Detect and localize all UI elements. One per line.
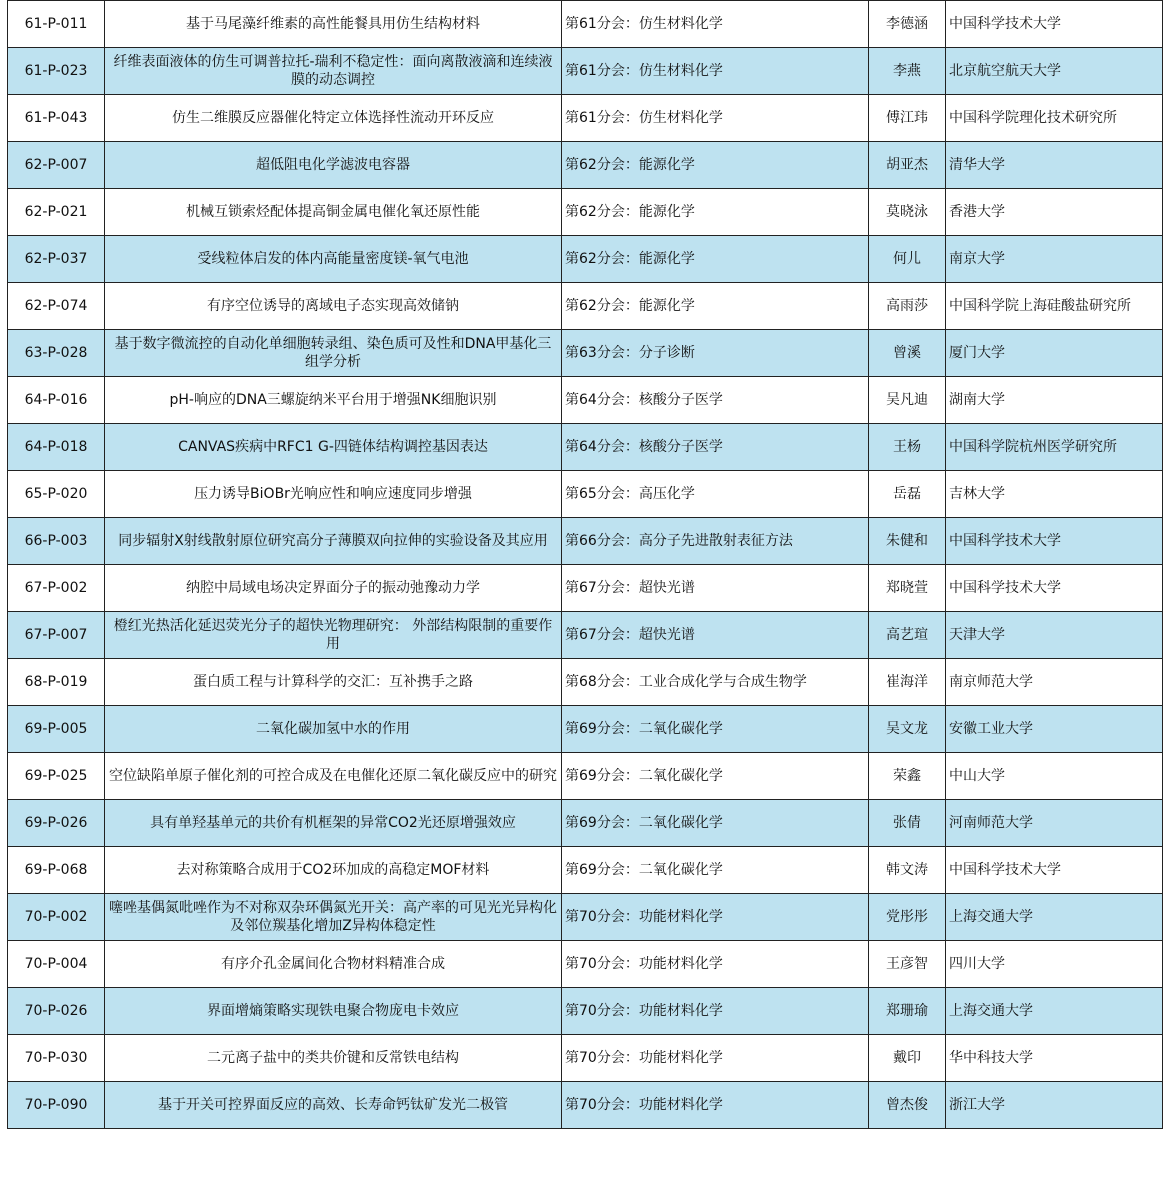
institution-cell: 浙江大学	[946, 1082, 1163, 1129]
table-row	[8, 800, 1163, 847]
poster-title-cell: 二元离子盐中的类共价键和反常铁电结构	[105, 1035, 562, 1082]
session-cell: 第62分会：能源化学	[562, 189, 869, 236]
table-row	[8, 753, 1163, 800]
session-cell: 第64分会：核酸分子医学	[562, 424, 869, 471]
poster-id-cell: 61-P-043	[8, 95, 105, 142]
poster-id-cell: 70-P-026	[8, 988, 105, 1035]
author-name-cell: 崔海洋	[869, 659, 946, 706]
poster-id-cell: 65-P-020	[8, 471, 105, 518]
author-name-cell: 戴印	[869, 1035, 946, 1082]
poster-id-cell: 66-P-003	[8, 518, 105, 565]
table-row	[8, 424, 1163, 471]
table-row	[8, 95, 1163, 142]
author-name-cell: 曾溪	[869, 330, 946, 377]
poster-title-cell: 噻唑基偶氮吡唑作为不对称双杂环偶氮光开关：高产率的可见光光异构化及邻位羰基化增加Z异构体稳定性	[105, 894, 562, 941]
institution-cell: 吉林大学	[946, 471, 1163, 518]
poster-id-cell: 67-P-002	[8, 565, 105, 612]
institution-cell: 中国科学技术大学	[946, 565, 1163, 612]
session-cell: 第70分会：功能材料化学	[562, 941, 869, 988]
institution-cell: 天津大学	[946, 612, 1163, 659]
author-name-cell: 李德涵	[869, 1, 946, 48]
table-row	[8, 283, 1163, 330]
author-name-cell: 党彤彤	[869, 894, 946, 941]
poster-title-cell: 基于数字微流控的自动化单细胞转录组、染色质可及性和DNA甲基化三组学分析	[105, 330, 562, 377]
poster-id-cell: 64-P-016	[8, 377, 105, 424]
poster-title-cell: 空位缺陷单原子催化剂的可控合成及在电催化还原二氧化碳反应中的研究	[105, 753, 562, 800]
session-cell: 第70分会：功能材料化学	[562, 1082, 869, 1129]
poster-title-cell: 基于开关可控界面反应的高效、长寿命钙钛矿发光二极管	[105, 1082, 562, 1129]
table-row	[8, 706, 1163, 753]
table-row	[8, 1, 1163, 48]
table-row	[8, 941, 1163, 988]
session-cell: 第69分会：二氧化碳化学	[562, 847, 869, 894]
table-row	[8, 1035, 1163, 1082]
session-cell: 第69分会：二氧化碳化学	[562, 800, 869, 847]
session-cell: 第69分会：二氧化碳化学	[562, 706, 869, 753]
author-name-cell: 岳磊	[869, 471, 946, 518]
session-cell: 第62分会：能源化学	[562, 283, 869, 330]
poster-id-cell: 69-P-005	[8, 706, 105, 753]
session-cell: 第64分会：核酸分子医学	[562, 377, 869, 424]
institution-cell: 中国科学院理化技术研究所	[946, 95, 1163, 142]
institution-cell: 华中科技大学	[946, 1035, 1163, 1082]
table-row	[8, 189, 1163, 236]
session-cell: 第70分会：功能材料化学	[562, 894, 869, 941]
author-name-cell: 曾杰俊	[869, 1082, 946, 1129]
table-row	[8, 847, 1163, 894]
author-name-cell: 郑珊瑜	[869, 988, 946, 1035]
poster-title-cell: 纤维表面液体的仿生可调普拉托-瑞利不稳定性：面向离散液滴和连续液膜的动态调控	[105, 48, 562, 95]
poster-id-cell: 61-P-011	[8, 1, 105, 48]
author-name-cell: 吴文龙	[869, 706, 946, 753]
institution-cell: 中国科学技术大学	[946, 847, 1163, 894]
poster-award-table	[7, 0, 1163, 1129]
session-cell: 第61分会：仿生材料化学	[562, 48, 869, 95]
session-cell: 第67分会：超快光谱	[562, 612, 869, 659]
author-name-cell: 王杨	[869, 424, 946, 471]
institution-cell: 香港大学	[946, 189, 1163, 236]
poster-title-cell: CANVAS疾病中RFC1 G-四链体结构调控基因表达	[105, 424, 562, 471]
poster-title-cell: 有序空位诱导的离域电子态实现高效储钠	[105, 283, 562, 330]
poster-id-cell: 63-P-028	[8, 330, 105, 377]
poster-title-cell: 有序介孔金属间化合物材料精准合成	[105, 941, 562, 988]
table-body	[8, 1, 1163, 1129]
session-cell: 第70分会：功能材料化学	[562, 988, 869, 1035]
institution-cell: 上海交通大学	[946, 988, 1163, 1035]
institution-cell: 中山大学	[946, 753, 1163, 800]
author-name-cell: 胡亚杰	[869, 142, 946, 189]
poster-id-cell: 62-P-007	[8, 142, 105, 189]
institution-cell: 中国科学技术大学	[946, 1, 1163, 48]
poster-title-cell: 去对称策略合成用于CO2环加成的高稳定MOF材料	[105, 847, 562, 894]
institution-cell: 南京大学	[946, 236, 1163, 283]
session-cell: 第62分会：能源化学	[562, 142, 869, 189]
poster-title-cell: pH-响应的DNA三螺旋纳米平台用于增强NK细胞识别	[105, 377, 562, 424]
session-cell: 第66分会：高分子先进散射表征方法	[562, 518, 869, 565]
author-name-cell: 郑晓萱	[869, 565, 946, 612]
institution-cell: 中国科学技术大学	[946, 518, 1163, 565]
session-cell: 第61分会：仿生材料化学	[562, 1, 869, 48]
poster-title-cell: 蛋白质工程与计算科学的交汇：互补携手之路	[105, 659, 562, 706]
table-row	[8, 659, 1163, 706]
table-row	[8, 988, 1163, 1035]
poster-title-cell: 二氧化碳加氢中水的作用	[105, 706, 562, 753]
author-name-cell: 何儿	[869, 236, 946, 283]
institution-cell: 中国科学院杭州医学研究所	[946, 424, 1163, 471]
poster-title-cell: 压力诱导BiOBr光响应性和响应速度同步增强	[105, 471, 562, 518]
table-row	[8, 377, 1163, 424]
poster-id-cell: 62-P-037	[8, 236, 105, 283]
poster-id-cell: 70-P-090	[8, 1082, 105, 1129]
session-cell: 第63分会：分子诊断	[562, 330, 869, 377]
poster-id-cell: 70-P-004	[8, 941, 105, 988]
table-row	[8, 330, 1163, 377]
poster-title-cell: 纳腔中局域电场决定界面分子的振动弛豫动力学	[105, 565, 562, 612]
author-name-cell: 吴凡迪	[869, 377, 946, 424]
author-name-cell: 王彦智	[869, 941, 946, 988]
author-name-cell: 荣鑫	[869, 753, 946, 800]
poster-id-cell: 69-P-068	[8, 847, 105, 894]
author-name-cell: 莫晓泳	[869, 189, 946, 236]
institution-cell: 清华大学	[946, 142, 1163, 189]
author-name-cell: 韩文涛	[869, 847, 946, 894]
institution-cell: 四川大学	[946, 941, 1163, 988]
table-row	[8, 612, 1163, 659]
poster-title-cell: 橙红光热活化延迟荧光分子的超快光物理研究： 外部结构限制的重要作用	[105, 612, 562, 659]
table-row	[8, 1082, 1163, 1129]
poster-id-cell: 70-P-002	[8, 894, 105, 941]
session-cell: 第69分会：二氧化碳化学	[562, 753, 869, 800]
poster-id-cell: 62-P-074	[8, 283, 105, 330]
institution-cell: 上海交通大学	[946, 894, 1163, 941]
session-cell: 第65分会：高压化学	[562, 471, 869, 518]
session-cell: 第62分会：能源化学	[562, 236, 869, 283]
institution-cell: 河南师范大学	[946, 800, 1163, 847]
poster-id-cell: 67-P-007	[8, 612, 105, 659]
author-name-cell: 张倩	[869, 800, 946, 847]
session-cell: 第70分会：功能材料化学	[562, 1035, 869, 1082]
author-name-cell: 朱健和	[869, 518, 946, 565]
institution-cell: 安徽工业大学	[946, 706, 1163, 753]
poster-title-cell: 基于马尾藻纤维素的高性能餐具用仿生结构材料	[105, 1, 562, 48]
poster-id-cell: 69-P-025	[8, 753, 105, 800]
institution-cell: 厦门大学	[946, 330, 1163, 377]
session-cell: 第67分会：超快光谱	[562, 565, 869, 612]
poster-id-cell: 61-P-023	[8, 48, 105, 95]
poster-title-cell: 受线粒体启发的体内高能量密度镁-氧气电池	[105, 236, 562, 283]
institution-cell: 南京师范大学	[946, 659, 1163, 706]
institution-cell: 北京航空航天大学	[946, 48, 1163, 95]
institution-cell: 中国科学院上海硅酸盐研究所	[946, 283, 1163, 330]
author-name-cell: 高雨莎	[869, 283, 946, 330]
poster-title-cell: 超低阻电化学滤波电容器	[105, 142, 562, 189]
poster-title-cell: 仿生二维膜反应器催化特定立体选择性流动开环反应	[105, 95, 562, 142]
poster-id-cell: 64-P-018	[8, 424, 105, 471]
poster-title-cell: 界面增熵策略实现铁电聚合物庞电卡效应	[105, 988, 562, 1035]
session-cell: 第68分会：工业合成化学与合成生物学	[562, 659, 869, 706]
table-row	[8, 236, 1163, 283]
poster-id-cell: 70-P-030	[8, 1035, 105, 1082]
poster-title-cell: 同步辐射X射线散射原位研究高分子薄膜双向拉伸的实验设备及其应用	[105, 518, 562, 565]
poster-title-cell: 具有单羟基单元的共价有机框架的异常CO2光还原增强效应	[105, 800, 562, 847]
table-row	[8, 894, 1163, 941]
table-row	[8, 471, 1163, 518]
poster-id-cell: 68-P-019	[8, 659, 105, 706]
poster-id-cell: 69-P-026	[8, 800, 105, 847]
author-name-cell: 李燕	[869, 48, 946, 95]
author-name-cell: 傅江玮	[869, 95, 946, 142]
poster-title-cell: 机械互锁索烃配体提高铜金属电催化氧还原性能	[105, 189, 562, 236]
poster-id-cell: 62-P-021	[8, 189, 105, 236]
institution-cell: 湖南大学	[946, 377, 1163, 424]
table-row	[8, 142, 1163, 189]
table-row	[8, 518, 1163, 565]
table-row	[8, 48, 1163, 95]
author-name-cell: 高艺瑄	[869, 612, 946, 659]
table-row	[8, 565, 1163, 612]
session-cell: 第61分会：仿生材料化学	[562, 95, 869, 142]
